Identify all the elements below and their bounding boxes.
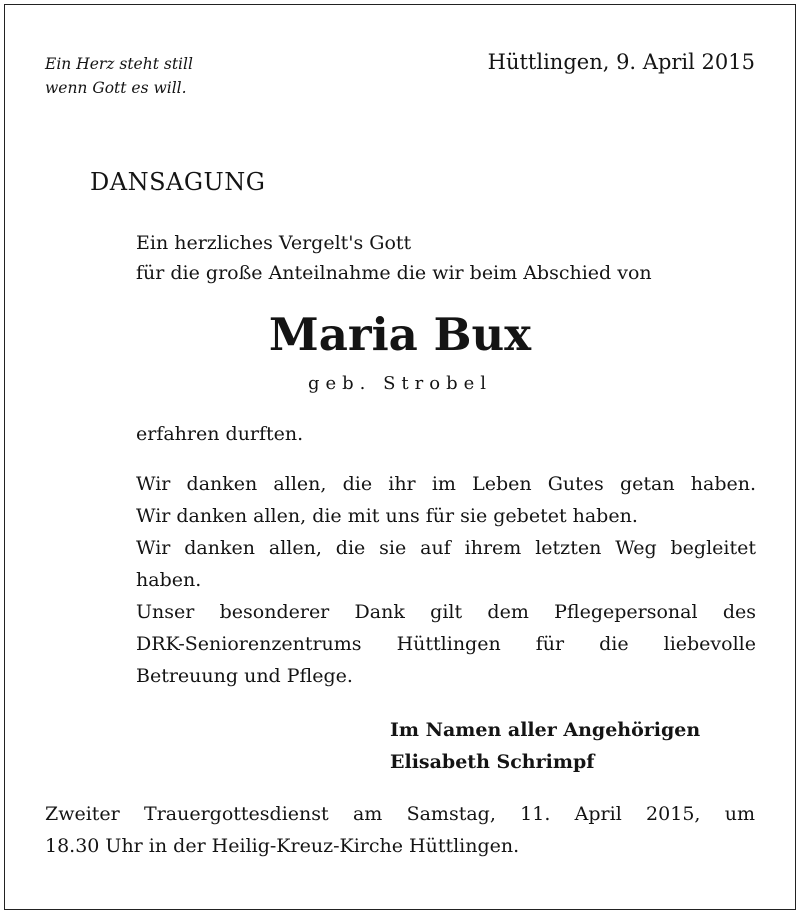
signature-line-1: Im Namen aller Angehörigen [390, 719, 701, 741]
thanks-line: Unser besonderer Dank gilt dem Pflegepersonal des [136, 601, 756, 623]
place-date: Hüttlingen, 9. April 2015 [487, 50, 755, 74]
thanks-line: Wir danken allen, die ihr im Leben Gutes getan haben. [136, 473, 756, 495]
thanks-line: Betreuung und Pflege. [136, 665, 353, 687]
thanks-line: DRK-Seniorenzentrums Hüttlingen für die liebevolle [136, 633, 756, 655]
service-line-2: 18.30 Uhr in der Heilig-Kreuz-Kirche Hüttlingen. [45, 835, 520, 857]
intro-text [136, 228, 652, 288]
signature-block [390, 714, 700, 778]
intro-line-2: für die große Anteilnahme die wir beim Abschied von [136, 262, 652, 284]
thanks-line: haben. [136, 569, 202, 591]
thanks-line: Wir danken allen, die mit uns für sie gebetet haben. [136, 505, 638, 527]
thanks-paragraph [136, 468, 756, 692]
service-line-1: Zweiter Trauergottesdienst am Samstag, 11. April 2015, um [45, 803, 755, 825]
experienced-text: erfahren durften. [136, 423, 304, 445]
signature-line-2: Elisabeth Schrimpf [390, 751, 595, 773]
motto [45, 52, 193, 100]
service-announcement [45, 798, 755, 862]
notice-heading: DANSAGUNG [90, 168, 266, 196]
deceased-name: Maria Bux [268, 308, 532, 361]
thanks-line: Wir danken allen, die sie auf ihrem letzten Weg begleitet [136, 537, 756, 559]
birth-name: geb. Strobel [307, 373, 493, 394]
intro-line-1: Ein herzliches Vergelt's Gott [136, 232, 412, 254]
motto-line-1: Ein Herz steht still [45, 55, 193, 73]
motto-line-2: wenn Gott es will. [45, 79, 187, 97]
